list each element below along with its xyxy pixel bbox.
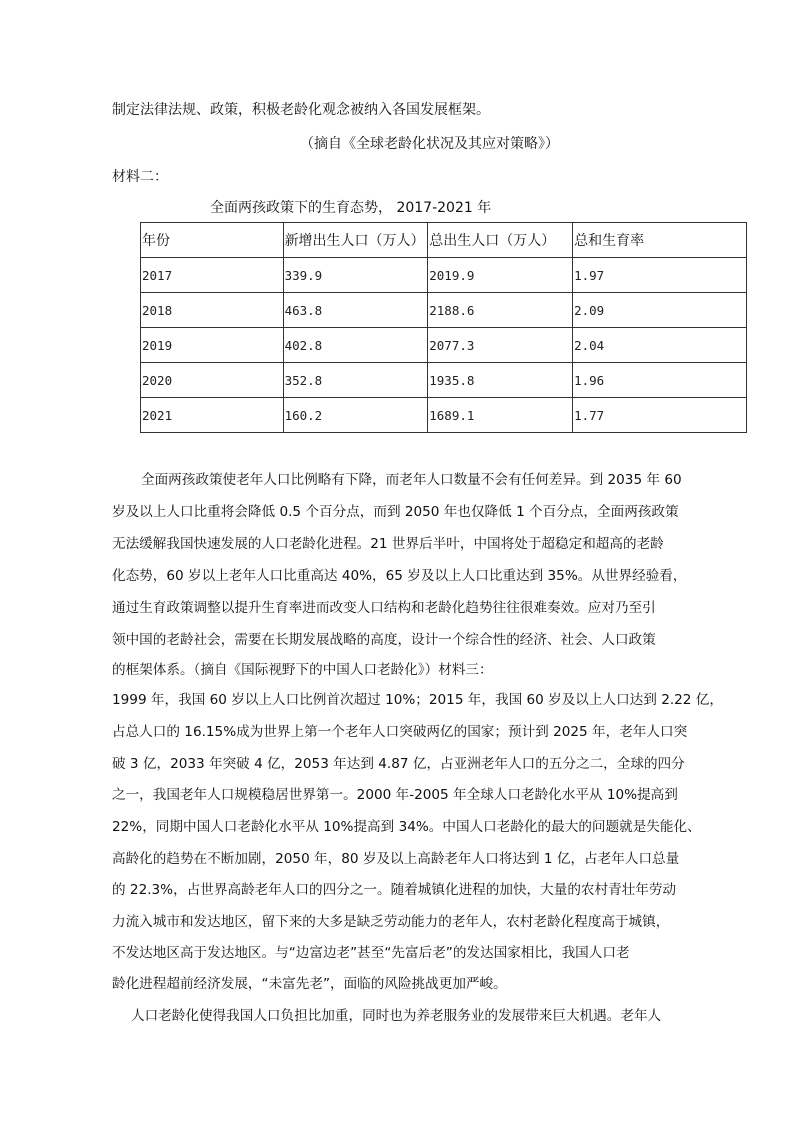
- table-row: [141, 258, 747, 293]
- cell-year: 2017: [141, 258, 284, 293]
- paragraph-2-line: 岁及以上人口比重将会降低 0.5 个百分点，而到 2050 年也仅降低 1 个百分点，全面两孩政策: [112, 504, 679, 520]
- birth-trend-table: [140, 222, 747, 433]
- paragraph-2-line: 领中国的老龄社会，需要在长期发展战略的高度，设计一个综合性的经济、社会、人口政策: [112, 632, 656, 648]
- material-2-label: 材料二：: [112, 169, 168, 185]
- paragraph-2-line: 通过生育政策调整以提升生育率进而改变人口结构和老龄化趋势往往很难奏效。应对乃至引: [112, 600, 656, 616]
- table-row: [141, 328, 747, 363]
- paragraph-3-line: 1999 年，我国 60 岁以上人口比例首次超过 10%；2015 年，我国 60 岁及以上人口达到 2.22 亿，: [112, 692, 723, 708]
- table-row: [141, 293, 747, 328]
- paragraph-2-line: 无法缓解我国快速发展的人口老龄化进程。21 世界后半叶，中国将处于超稳定和超高的老龄: [112, 536, 664, 552]
- cell-total-births: 2188.6: [428, 293, 573, 328]
- intro-text-line: 制定法律法规、政策，积极老龄化观念被纳入各国发展框架。: [112, 102, 490, 118]
- cell-fertility-rate: 2.04: [573, 328, 747, 363]
- cell-year: 2018: [141, 293, 284, 328]
- header-fertility-rate: 总和生育率: [573, 223, 747, 258]
- cell-total-births: 2019.9: [428, 258, 573, 293]
- cell-total-births: 1689.1: [428, 398, 573, 433]
- paragraph-2-line: 全面两孩政策使老年人口比例略有下降，而老年人口数量不会有任何差异。到 2035 年 60: [141, 472, 682, 488]
- cell-total-births: 1935.8: [428, 363, 573, 398]
- header-year: 年份: [141, 223, 284, 258]
- table-row: [141, 363, 747, 398]
- table-row: [141, 398, 747, 433]
- cell-new-births: 339.9: [283, 258, 428, 293]
- cell-year: 2020: [141, 363, 284, 398]
- cell-total-births: 2077.3: [428, 328, 573, 363]
- cell-new-births: 352.8: [283, 363, 428, 398]
- paragraph-3-line: 22%，同期中国人口老龄化水平从 10%提高到 34%。中国人口老龄化的最大的问题就是失能化、: [112, 819, 701, 835]
- cell-new-births: 402.8: [283, 328, 428, 363]
- header-total-births: 总出生人口（万人）: [428, 223, 573, 258]
- cell-fertility-rate: 2.09: [573, 293, 747, 328]
- paragraph-2-line: 化态势，60 岁以上老年人口比重高达 40%，65 岁及以上人口比重达到 35%。从世界经验看，: [112, 568, 687, 584]
- paragraph-3-line: 之一，我国老年人口规模稳居世界第一。2000 年-2005 年全球人口老龄化水平从 10%提高到: [112, 787, 678, 803]
- cell-year: 2021: [141, 398, 284, 433]
- paragraph-3-line: 力流入城市和发达地区，留下来的大多是缺乏劳动能力的老年人，农村老龄化程度高于城镇，: [112, 914, 670, 930]
- paragraph-3-line: 占总人口的 16.15%成为世界上第一个老年人口突破两亿的国家；预计到 2025 年，老年人口突: [112, 724, 688, 740]
- header-new-births: 新增出生人口（万人）: [283, 223, 428, 258]
- paragraph-3-line: 的 22.3%，占世界高龄老年人口的四分之一。随着城镇化进程的加快，大量的农村青壮年劳动: [112, 882, 677, 898]
- paragraph-3-line: 龄化进程超前经济发展，“未富先老”，面临的风险挑战更加严峻。: [112, 976, 507, 992]
- cell-new-births: 463.8: [283, 293, 428, 328]
- cell-year: 2019: [141, 328, 284, 363]
- cell-fertility-rate: 1.97: [573, 258, 747, 293]
- cell-fertility-rate: 1.96: [573, 363, 747, 398]
- paragraph-3-line: 不发达地区高于发达地区。与“边富边老”甚至“先富后老”的发达国家相比，我国人口老: [112, 945, 630, 961]
- source-citation-1: （摘自《全球老龄化状况及其应对策略》）: [300, 136, 559, 152]
- paragraph-4-line: 人口老龄化使得我国人口负担比加重，同时也为养老服务业的发展带来巨大机遇。老年人: [131, 1008, 662, 1024]
- paragraph-3-line: 高龄化的趋势在不断加剧，2050 年，80 岁及以上高龄老年人口将达到 1 亿，占老年人口总量: [112, 851, 680, 867]
- cell-new-births: 160.2: [283, 398, 428, 433]
- paragraph-3-line: 破 3 亿，2033 年突破 4 亿，2053 年达到 4.87 亿，占亚洲老年人口的五分之二，全球的四分: [112, 756, 685, 772]
- table-title: 全面两孩政策下的生育态势， 2017-2021 年: [210, 200, 492, 216]
- cell-fertility-rate: 1.77: [573, 398, 747, 433]
- table-header-row: [141, 223, 747, 258]
- paragraph-2-line: 的框架体系。（摘自《国际视野下的中国人口老龄化》）材料三：: [112, 662, 493, 678]
